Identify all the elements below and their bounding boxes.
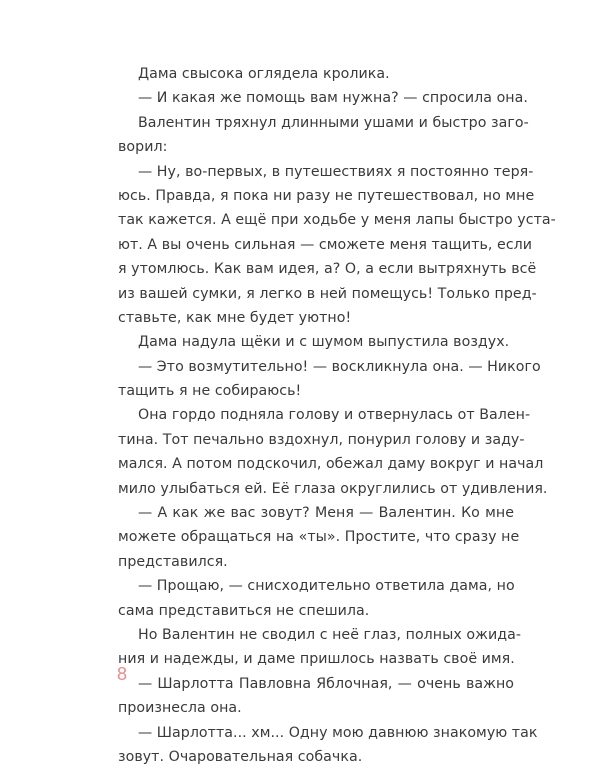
paragraph-line: зовут. Очаровательная собачка. (118, 748, 363, 765)
paragraph-line: Дама надула щёки и с шумом выпустила воздух. (138, 334, 510, 351)
paragraph-line: сама представиться не спешила. (118, 602, 370, 619)
paragraph-line: ния и надежды, и даме пришлось назвать своё имя. (118, 651, 515, 668)
paragraph-line: — Прощаю, — снисходительно ответила дама, но (138, 578, 515, 595)
paragraph-line: мило улыбаться ей. Её глаза округлились от удивления. (118, 480, 548, 497)
paragraph-line: мался. А потом подскочил, обежал даму вокруг и начал (118, 456, 544, 473)
paragraph-line: так кажется. А ещё при ходьбе у меня лапы быстро уста- (118, 212, 556, 229)
paragraph-line: произнесла она. (118, 700, 242, 717)
paragraph-line: — Ну, во-первых, в путешествиях я постоянно теря- (138, 163, 534, 180)
paragraph-line: Дама свысока оглядела кролика. (138, 66, 390, 82)
paragraph-line: Валентин тряхнул длинными ушами и быстро заго- (138, 114, 529, 131)
paragraph-line: представился. (118, 553, 228, 570)
paragraph-line: Она гордо подняла голову и отвернулась от Вален- (138, 407, 531, 424)
paragraph-line: — И какая же помощь вам нужна? — спросила она. (138, 90, 528, 107)
paragraph-line: тащить я не собираюсь! (118, 383, 302, 400)
story-text (118, 62, 556, 769)
paragraph-line: ставьте, как мне будет уютно! (118, 309, 352, 326)
paragraph-line: ют. А вы очень сильная — сможете меня тащить, если (118, 236, 533, 253)
paragraph-line: Но Валентин не сводил с неё глаз, полных ожида- (138, 626, 521, 643)
paragraph-line: юсь. Правда, я пока ни разу не путешествовал, но мне (118, 187, 535, 204)
paragraph-line: ворил: (118, 139, 168, 156)
paragraph-line: из вашей сумки, я легко в ней помещусь! Только пред- (118, 285, 537, 302)
paragraph-line: — Это возмутительно! — воскликнула она. — Никого (138, 358, 541, 375)
paragraph-line: тина. Тот печально вздохнул, понурил голову и заду- (118, 431, 525, 448)
paragraph-line: я утомлюсь. Как вам идея, а? О, а если вытряхнуть всё (118, 261, 537, 278)
paragraph-line: можете обращаться на «ты». Простите, что сразу не (118, 529, 520, 546)
paragraph-line: — Шарлотта... хм... Одну мою давнюю знакомую так (138, 724, 538, 741)
paragraph-line: — А как же вас зовут? Меня — Валентин. Ко мне (138, 505, 514, 522)
page-number: 8 (117, 664, 128, 684)
paragraph-line: — Шарлотта Павловна Яблочная, — очень важно (138, 675, 514, 692)
